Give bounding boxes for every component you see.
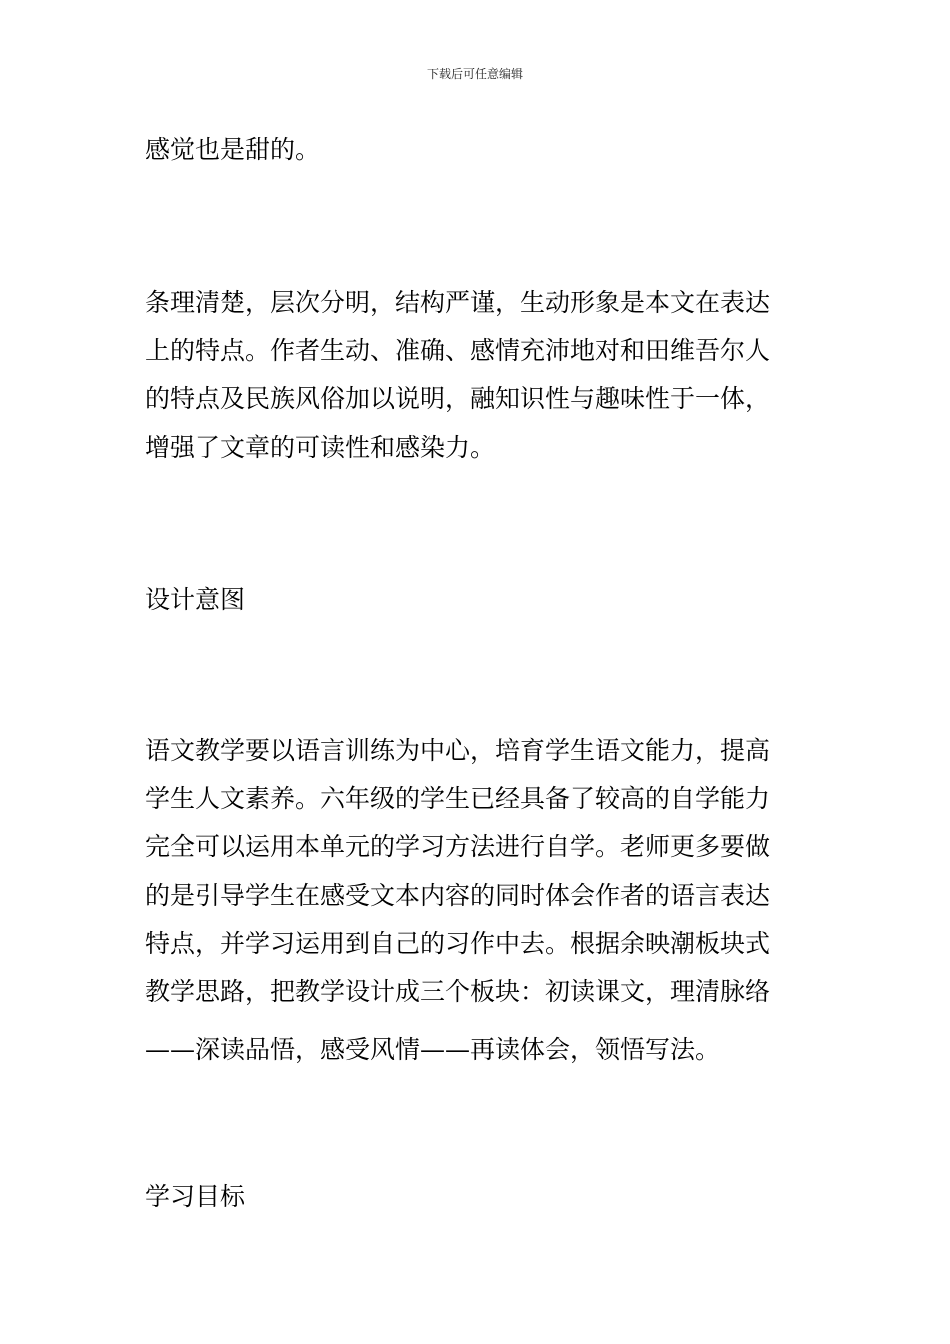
paragraph-line: 上的特点。作者生动、准确、感情充沛地对和田维吾尔人 — [145, 336, 771, 365]
paragraph-line: 学生人文素养。六年级的学生已经具备了较高的自学能力 — [145, 784, 771, 813]
paragraph-line: 的特点及民族风俗加以说明，融知识性与趣味性于一体， — [145, 384, 771, 413]
paragraph-line: ——深读品悟，感受风情——再读体会，领悟写法。 — [145, 1035, 721, 1064]
section-heading-learning-goals: 学习目标 — [145, 1182, 246, 1211]
paragraph-line: 语文教学要以语言训练为中心，培育学生语文能力，提高 — [145, 736, 771, 765]
page-header: 下载后可任意编辑 — [426, 67, 523, 81]
paragraph-line: 感觉也是甜的。 — [145, 135, 321, 164]
paragraph-line: 完全可以运用本单元的学习方法进行自学。老师更多要做 — [145, 832, 771, 861]
section-heading-design-intent: 设计意图 — [145, 585, 246, 614]
paragraph-line: 增强了文章的可读性和感染力。 — [145, 433, 496, 462]
paragraph-line: 的是引导学生在感受文本内容的同时体会作者的语言表达 — [145, 881, 771, 910]
paragraph-line: 条理清楚，层次分明，结构严谨，生动形象是本文在表达 — [145, 288, 771, 317]
paragraph-line: 教学思路，把教学设计成三个板块：初读课文，理清脉络 — [145, 977, 771, 1006]
paragraph-line: 特点，并学习运用到自己的习作中去。根据余映潮板块式 — [145, 929, 771, 958]
